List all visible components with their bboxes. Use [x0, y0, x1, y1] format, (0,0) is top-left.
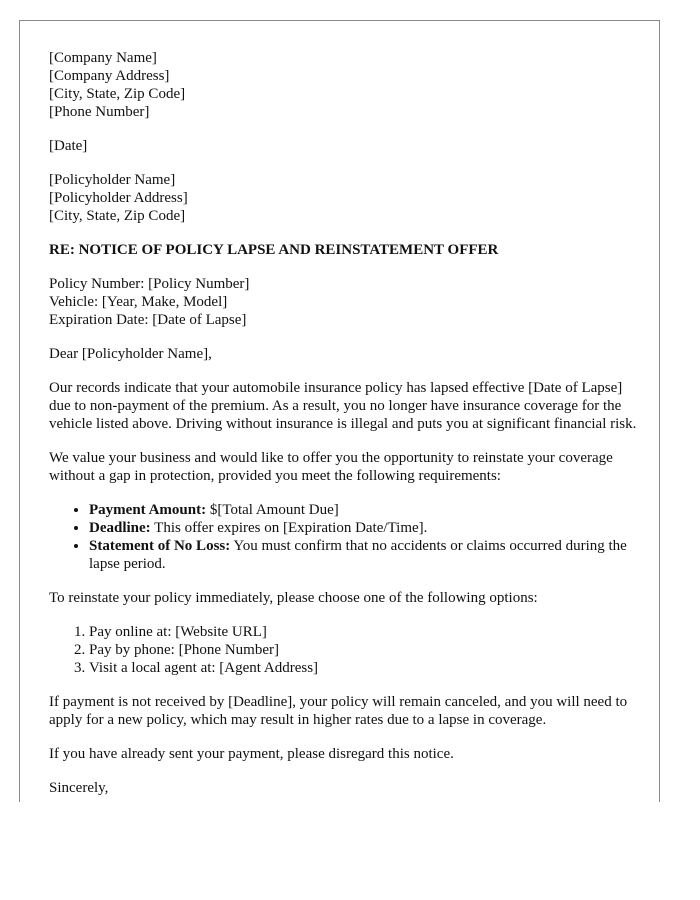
requirement-label: Payment Amount:: [89, 502, 207, 518]
sender-phone: [Phone Number]: [49, 104, 150, 120]
requirement-item: [89, 501, 639, 519]
policy-number: Policy Number: [Policy Number]: [49, 276, 250, 292]
requirement-label: Statement of No Loss:: [89, 538, 231, 554]
requirement-item: [89, 519, 639, 537]
paragraph-deadline-warning: If payment is not received by [Deadline], your policy will remain canceled, and you will need to apply for a new policy, which may result in higher rates due to a lapse in coverage.: [49, 694, 628, 728]
policy-vehicle: Vehicle: [Year, Make, Model]: [49, 294, 228, 310]
recipient-name: [Policyholder Name]: [49, 172, 176, 188]
paragraph-disregard: If you have already sent your payment, please disregard this notice.: [49, 746, 454, 762]
letter-page: [19, 20, 660, 802]
paragraph-lapse-notice: Our records indicate that your automobile insurance policy has lapsed effective [Date of Lapse] due to non-payment of the premium. As a result, you no longer have insurance coverage for the vehicle listed above. Driving without insurance is illegal and puts you at significant financial risk.: [49, 380, 637, 432]
sender-company-address: [Company Address]: [49, 68, 170, 84]
recipient-address: [Policyholder Address]: [49, 190, 188, 206]
letter-date: [Date]: [49, 138, 88, 154]
sender-block: [49, 49, 639, 121]
salutation: Dear [Policyholder Name],: [49, 346, 212, 362]
payment-option-phone: 2. Pay by phone: [Phone Number]: [89, 641, 639, 659]
requirement-text: This offer expires on [Expiration Date/Time].: [150, 520, 428, 536]
sender-city-state-zip: [City, State, Zip Code]: [49, 86, 186, 102]
requirement-item: [89, 537, 639, 573]
recipient-city-state-zip: [City, State, Zip Code]: [49, 208, 186, 224]
sender-company-name: [Company Name]: [49, 50, 157, 66]
policy-expiration: Expiration Date: [Date of Lapse]: [49, 312, 247, 328]
subject-line: RE: NOTICE OF POLICY LAPSE AND REINSTATEMENT OFFER: [49, 242, 499, 258]
closing: Sincerely,: [49, 780, 109, 796]
paragraph-options-intro: To reinstate your policy immediately, please choose one of the following options:: [49, 590, 538, 606]
requirement-text: $[Total Amount Due]: [206, 502, 339, 518]
payment-options-list: [49, 623, 639, 677]
requirement-label: Deadline:: [89, 520, 151, 536]
recipient-block: [49, 171, 639, 225]
payment-option-agent: 3. Visit a local agent at: [Agent Address]: [89, 659, 639, 677]
requirement-text: You must confirm that no accidents or claims occurred during the lapse period.: [89, 538, 627, 572]
policy-info-block: [49, 275, 639, 329]
requirements-list: [49, 501, 639, 573]
paragraph-reinstatement-offer: We value your business and would like to offer you the opportunity to reinstate your coverage without a gap in protection, provided you meet the following requirements:: [49, 450, 613, 484]
letter-content: [49, 49, 639, 802]
payment-option-online: 1. Pay online at: [Website URL]: [89, 623, 639, 641]
